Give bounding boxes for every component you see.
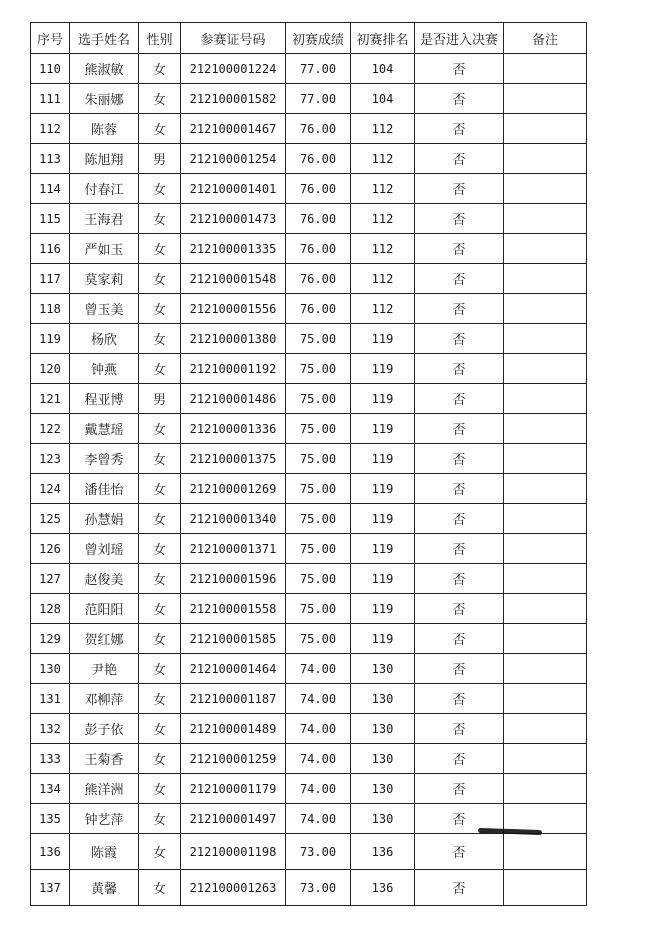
cell-score: 74.00: [286, 774, 351, 804]
cell-remarks: [504, 774, 587, 804]
cell-advance: 否: [415, 264, 504, 294]
cell-index: 120: [31, 354, 70, 384]
cell-score: 75.00: [286, 564, 351, 594]
cell-name: 曾刘瑶: [70, 534, 139, 564]
cell-remarks: [504, 264, 587, 294]
cell-name: 彭子依: [70, 714, 139, 744]
cell-gender: 男: [139, 144, 181, 174]
cell-name: 钟艺萍: [70, 804, 139, 834]
cell-score: 75.00: [286, 624, 351, 654]
table-row: [31, 474, 587, 504]
cell-advance: 否: [415, 684, 504, 714]
cell-name: 王菊香: [70, 744, 139, 774]
cell-index: 130: [31, 654, 70, 684]
cell-entry-number: 212100001596: [181, 564, 286, 594]
cell-index: 112: [31, 114, 70, 144]
cell-entry-number: 212100001198: [181, 834, 286, 870]
cell-gender: 女: [139, 714, 181, 744]
cell-advance: 否: [415, 534, 504, 564]
cell-rank: 119: [351, 594, 415, 624]
cell-score: 73.00: [286, 834, 351, 870]
cell-remarks: [504, 654, 587, 684]
cell-score: 76.00: [286, 294, 351, 324]
cell-entry-number: 212100001192: [181, 354, 286, 384]
header-rank: 初赛排名: [351, 23, 415, 54]
cell-remarks: [504, 324, 587, 354]
cell-remarks: [504, 474, 587, 504]
cell-index: 129: [31, 624, 70, 654]
cell-index: 125: [31, 504, 70, 534]
cell-rank: 136: [351, 834, 415, 870]
cell-remarks: [504, 84, 587, 114]
table-row: [31, 384, 587, 414]
cell-name: 陈蓉: [70, 114, 139, 144]
cell-index: 135: [31, 804, 70, 834]
cell-name: 朱丽娜: [70, 84, 139, 114]
cell-remarks: [504, 54, 587, 84]
header-gender: 性别: [139, 23, 181, 54]
cell-gender: 女: [139, 474, 181, 504]
cell-entry-number: 212100001269: [181, 474, 286, 504]
cell-index: 121: [31, 384, 70, 414]
table-row: [31, 594, 587, 624]
cell-gender: 女: [139, 534, 181, 564]
cell-index: 137: [31, 870, 70, 906]
cell-index: 126: [31, 534, 70, 564]
cell-entry-number: 212100001582: [181, 84, 286, 114]
cell-gender: 女: [139, 684, 181, 714]
cell-gender: 女: [139, 84, 181, 114]
cell-name: 严如玉: [70, 234, 139, 264]
cell-remarks: [504, 870, 587, 906]
table-row: [31, 414, 587, 444]
cell-name: 杨欣: [70, 324, 139, 354]
table-body: [31, 54, 587, 906]
cell-rank: 136: [351, 870, 415, 906]
cell-rank: 119: [351, 354, 415, 384]
table-row: [31, 684, 587, 714]
cell-index: 127: [31, 564, 70, 594]
cell-rank: 130: [351, 684, 415, 714]
cell-name: 黄馨: [70, 870, 139, 906]
cell-rank: 119: [351, 384, 415, 414]
cell-advance: 否: [415, 114, 504, 144]
cell-remarks: [504, 744, 587, 774]
cell-advance: 否: [415, 870, 504, 906]
cell-score: 73.00: [286, 870, 351, 906]
cell-score: 77.00: [286, 84, 351, 114]
table-row: [31, 444, 587, 474]
cell-entry-number: 212100001467: [181, 114, 286, 144]
cell-rank: 119: [351, 414, 415, 444]
cell-name: 熊洋洲: [70, 774, 139, 804]
cell-entry-number: 212100001340: [181, 504, 286, 534]
table-row: [31, 654, 587, 684]
cell-gender: 女: [139, 204, 181, 234]
header-remarks: 备注: [504, 23, 587, 54]
cell-entry-number: 212100001179: [181, 774, 286, 804]
cell-rank: 104: [351, 84, 415, 114]
cell-score: 75.00: [286, 534, 351, 564]
cell-score: 76.00: [286, 234, 351, 264]
cell-index: 134: [31, 774, 70, 804]
cell-gender: 女: [139, 564, 181, 594]
cell-entry-number: 212100001473: [181, 204, 286, 234]
cell-entry-number: 212100001259: [181, 744, 286, 774]
cell-advance: 否: [415, 594, 504, 624]
cell-rank: 112: [351, 294, 415, 324]
cell-index: 114: [31, 174, 70, 204]
cell-advance: 否: [415, 354, 504, 384]
cell-name: 尹艳: [70, 654, 139, 684]
cell-advance: 否: [415, 204, 504, 234]
cell-rank: 112: [351, 264, 415, 294]
cell-gender: 女: [139, 774, 181, 804]
cell-remarks: [504, 174, 587, 204]
cell-entry-number: 212100001486: [181, 384, 286, 414]
cell-rank: 119: [351, 444, 415, 474]
cell-advance: 否: [415, 804, 504, 834]
cell-gender: 女: [139, 870, 181, 906]
cell-name: 陈旭翔: [70, 144, 139, 174]
cell-gender: 女: [139, 654, 181, 684]
cell-entry-number: 212100001224: [181, 54, 286, 84]
cell-index: 133: [31, 744, 70, 774]
cell-rank: 104: [351, 54, 415, 84]
cell-gender: 女: [139, 624, 181, 654]
cell-advance: 否: [415, 774, 504, 804]
cell-rank: 130: [351, 804, 415, 834]
results-sheet: [30, 22, 587, 906]
cell-advance: 否: [415, 444, 504, 474]
cell-name: 邓柳萍: [70, 684, 139, 714]
cell-entry-number: 212100001558: [181, 594, 286, 624]
cell-advance: 否: [415, 294, 504, 324]
cell-rank: 130: [351, 654, 415, 684]
cell-remarks: [504, 534, 587, 564]
cell-advance: 否: [415, 324, 504, 354]
cell-remarks: [504, 144, 587, 174]
cell-score: 76.00: [286, 264, 351, 294]
cell-index: 116: [31, 234, 70, 264]
table-row: [31, 774, 587, 804]
cell-score: 75.00: [286, 384, 351, 414]
cell-score: 75.00: [286, 414, 351, 444]
cell-entry-number: 212100001335: [181, 234, 286, 264]
cell-gender: 女: [139, 444, 181, 474]
cell-advance: 否: [415, 564, 504, 594]
header-score: 初赛成绩: [286, 23, 351, 54]
table-row: [31, 234, 587, 264]
table-row: [31, 834, 587, 870]
cell-advance: 否: [415, 414, 504, 444]
cell-gender: 女: [139, 114, 181, 144]
table-row: [31, 264, 587, 294]
cell-name: 贺红娜: [70, 624, 139, 654]
cell-score: 76.00: [286, 114, 351, 144]
cell-rank: 112: [351, 174, 415, 204]
cell-index: 117: [31, 264, 70, 294]
table-row: [31, 174, 587, 204]
cell-index: 115: [31, 204, 70, 234]
table-row: [31, 324, 587, 354]
cell-gender: 女: [139, 354, 181, 384]
cell-name: 李曾秀: [70, 444, 139, 474]
cell-gender: 女: [139, 54, 181, 84]
cell-gender: 女: [139, 414, 181, 444]
cell-score: 76.00: [286, 174, 351, 204]
cell-score: 75.00: [286, 474, 351, 504]
cell-gender: 女: [139, 174, 181, 204]
table-row: [31, 624, 587, 654]
cell-index: 110: [31, 54, 70, 84]
cell-rank: 130: [351, 774, 415, 804]
cell-remarks: [504, 384, 587, 414]
cell-entry-number: 212100001548: [181, 264, 286, 294]
cell-score: 74.00: [286, 804, 351, 834]
cell-name: 赵俊美: [70, 564, 139, 594]
cell-advance: 否: [415, 234, 504, 264]
cell-gender: 女: [139, 324, 181, 354]
cell-entry-number: 212100001401: [181, 174, 286, 204]
cell-remarks: [504, 114, 587, 144]
cell-remarks: [504, 594, 587, 624]
cell-advance: 否: [415, 474, 504, 504]
cell-gender: 女: [139, 594, 181, 624]
cell-remarks: [504, 444, 587, 474]
cell-advance: 否: [415, 54, 504, 84]
cell-name: 潘佳怡: [70, 474, 139, 504]
cell-name: 钟燕: [70, 354, 139, 384]
table-row: [31, 534, 587, 564]
results-table: [30, 22, 587, 906]
cell-remarks: [504, 204, 587, 234]
cell-remarks: [504, 624, 587, 654]
cell-advance: 否: [415, 384, 504, 414]
header-index: 序号: [31, 23, 70, 54]
cell-index: 123: [31, 444, 70, 474]
cell-index: 122: [31, 414, 70, 444]
cell-rank: 119: [351, 324, 415, 354]
cell-name: 莫家莉: [70, 264, 139, 294]
cell-advance: 否: [415, 744, 504, 774]
table-row: [31, 144, 587, 174]
table-row: [31, 714, 587, 744]
cell-advance: 否: [415, 654, 504, 684]
cell-entry-number: 212100001371: [181, 534, 286, 564]
cell-rank: 112: [351, 234, 415, 264]
cell-advance: 否: [415, 84, 504, 114]
cell-score: 75.00: [286, 504, 351, 534]
cell-score: 77.00: [286, 54, 351, 84]
cell-index: 128: [31, 594, 70, 624]
cell-index: 132: [31, 714, 70, 744]
cell-remarks: [504, 294, 587, 324]
cell-advance: 否: [415, 144, 504, 174]
cell-score: 75.00: [286, 594, 351, 624]
cell-name: 王海君: [70, 204, 139, 234]
cell-remarks: [504, 834, 587, 870]
header-row: [31, 23, 587, 54]
cell-entry-number: 212100001187: [181, 684, 286, 714]
header-entry-number: 参赛证号码: [181, 23, 286, 54]
cell-entry-number: 212100001375: [181, 444, 286, 474]
cell-remarks: [504, 564, 587, 594]
cell-rank: 119: [351, 534, 415, 564]
table-row: [31, 504, 587, 534]
table-row: [31, 744, 587, 774]
cell-gender: 女: [139, 294, 181, 324]
cell-name: 范阳阳: [70, 594, 139, 624]
cell-score: 75.00: [286, 324, 351, 354]
cell-advance: 否: [415, 714, 504, 744]
cell-remarks: [504, 684, 587, 714]
cell-entry-number: 212100001585: [181, 624, 286, 654]
cell-rank: 119: [351, 624, 415, 654]
cell-entry-number: 212100001464: [181, 654, 286, 684]
cell-remarks: [504, 714, 587, 744]
cell-entry-number: 212100001489: [181, 714, 286, 744]
cell-index: 124: [31, 474, 70, 504]
cell-gender: 女: [139, 264, 181, 294]
cell-remarks: [504, 354, 587, 384]
cell-score: 74.00: [286, 714, 351, 744]
cell-entry-number: 212100001497: [181, 804, 286, 834]
cell-score: 76.00: [286, 204, 351, 234]
cell-gender: 女: [139, 804, 181, 834]
cell-rank: 119: [351, 564, 415, 594]
cell-gender: 女: [139, 504, 181, 534]
cell-name: 熊淑敏: [70, 54, 139, 84]
cell-index: 118: [31, 294, 70, 324]
cell-entry-number: 212100001556: [181, 294, 286, 324]
cell-rank: 119: [351, 504, 415, 534]
cell-rank: 112: [351, 144, 415, 174]
table-row: [31, 114, 587, 144]
cell-rank: 130: [351, 714, 415, 744]
cell-advance: 否: [415, 624, 504, 654]
table-row: [31, 354, 587, 384]
cell-remarks: [504, 414, 587, 444]
cell-gender: 女: [139, 744, 181, 774]
cell-entry-number: 212100001263: [181, 870, 286, 906]
cell-rank: 112: [351, 204, 415, 234]
cell-name: 付春江: [70, 174, 139, 204]
cell-remarks: [504, 504, 587, 534]
cell-rank: 119: [351, 474, 415, 504]
cell-entry-number: 212100001380: [181, 324, 286, 354]
cell-rank: 112: [351, 114, 415, 144]
cell-score: 74.00: [286, 684, 351, 714]
cell-score: 74.00: [286, 744, 351, 774]
cell-name: 程亚博: [70, 384, 139, 414]
cell-advance: 否: [415, 504, 504, 534]
cell-gender: 女: [139, 834, 181, 870]
table-row: [31, 564, 587, 594]
table-row: [31, 84, 587, 114]
cell-index: 113: [31, 144, 70, 174]
cell-remarks: [504, 234, 587, 264]
cell-rank: 130: [351, 744, 415, 774]
cell-name: 陈霞: [70, 834, 139, 870]
cell-advance: 否: [415, 174, 504, 204]
cell-index: 136: [31, 834, 70, 870]
cell-entry-number: 212100001254: [181, 144, 286, 174]
table-row: [31, 294, 587, 324]
header-advance: 是否进入决赛: [415, 23, 504, 54]
cell-score: 76.00: [286, 144, 351, 174]
cell-index: 119: [31, 324, 70, 354]
table-row: [31, 54, 587, 84]
table-row: [31, 204, 587, 234]
header-name: 选手姓名: [70, 23, 139, 54]
table-row: [31, 870, 587, 906]
cell-name: 孙慧娟: [70, 504, 139, 534]
cell-name: 戴慧瑶: [70, 414, 139, 444]
cell-score: 75.00: [286, 444, 351, 474]
cell-score: 74.00: [286, 654, 351, 684]
cell-index: 111: [31, 84, 70, 114]
cell-index: 131: [31, 684, 70, 714]
cell-name: 曾玉美: [70, 294, 139, 324]
cell-gender: 男: [139, 384, 181, 414]
cell-score: 75.00: [286, 354, 351, 384]
cell-entry-number: 212100001336: [181, 414, 286, 444]
cell-gender: 女: [139, 234, 181, 264]
cell-advance: 否: [415, 834, 504, 870]
